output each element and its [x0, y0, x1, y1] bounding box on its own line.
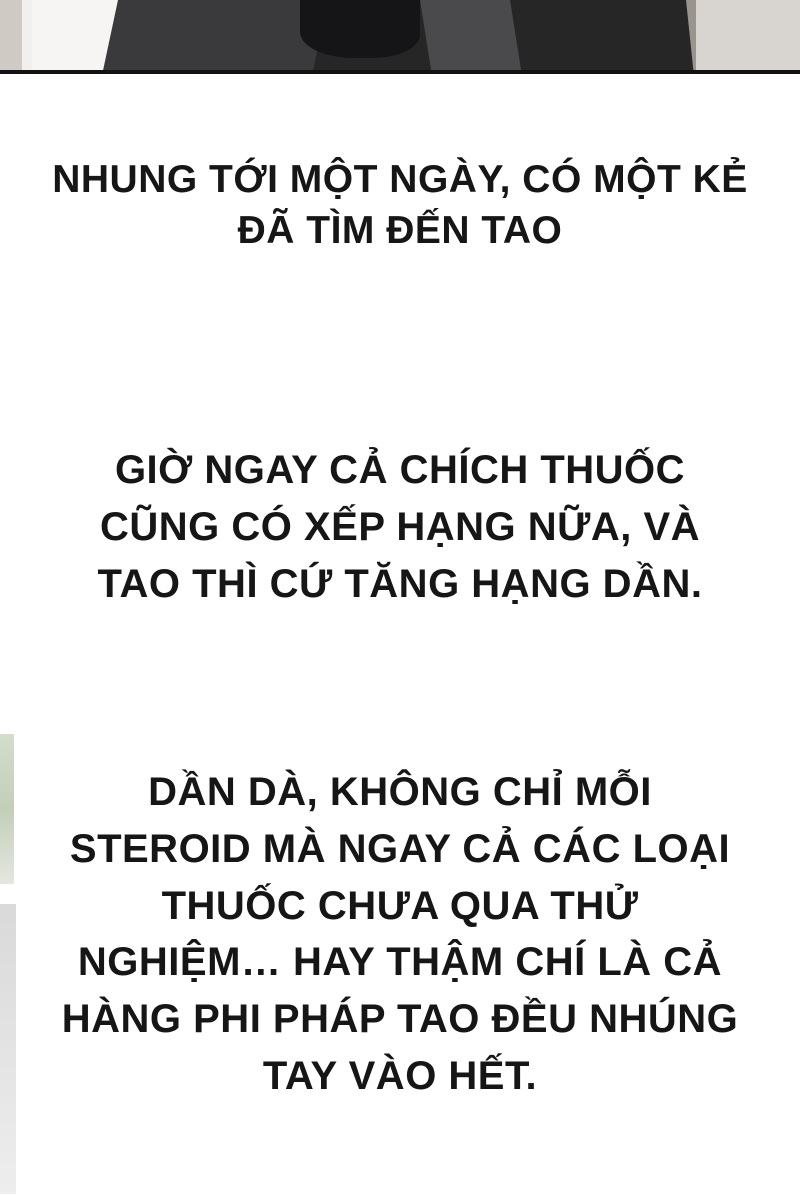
caption-line-2: GIỜ NGAY CẢ CHÍCH THUỐC CŨNG CÓ XẾP HẠNG NỮA, VÀ TAO THÌ CỨ TĂNG HẠNG DẦN. — [97, 448, 703, 606]
art-light-highlight-shape — [420, 0, 522, 74]
art-wall-highlight-shape — [22, 0, 32, 74]
artwork-panel-strip — [0, 0, 800, 74]
caption-area — [0, 74, 800, 1195]
art-head-shape — [300, 0, 420, 58]
caption-line-1: NHUNG TỚI MỘT NGÀY, CÓ MỘT KẺ ĐÃ TÌM ĐẾN TAO — [52, 158, 748, 253]
caption-line-3: DẦN DÀ, KHÔNG CHỈ MỖI STEROID MÀ NGAY CẢ CÁC LOẠI THUỐC CHƯA QUA THỬ NGHIỆM… HAY THẬM CHÍ LÀ CẢ HÀNG PHI PHÁP TAO ĐỀU NHÚNG TAY VÀO HẾT. — [61, 770, 739, 1098]
art-right-background — [696, 0, 800, 74]
art-wall-shape — [0, 0, 22, 74]
art-shoulder-shape — [102, 0, 328, 74]
